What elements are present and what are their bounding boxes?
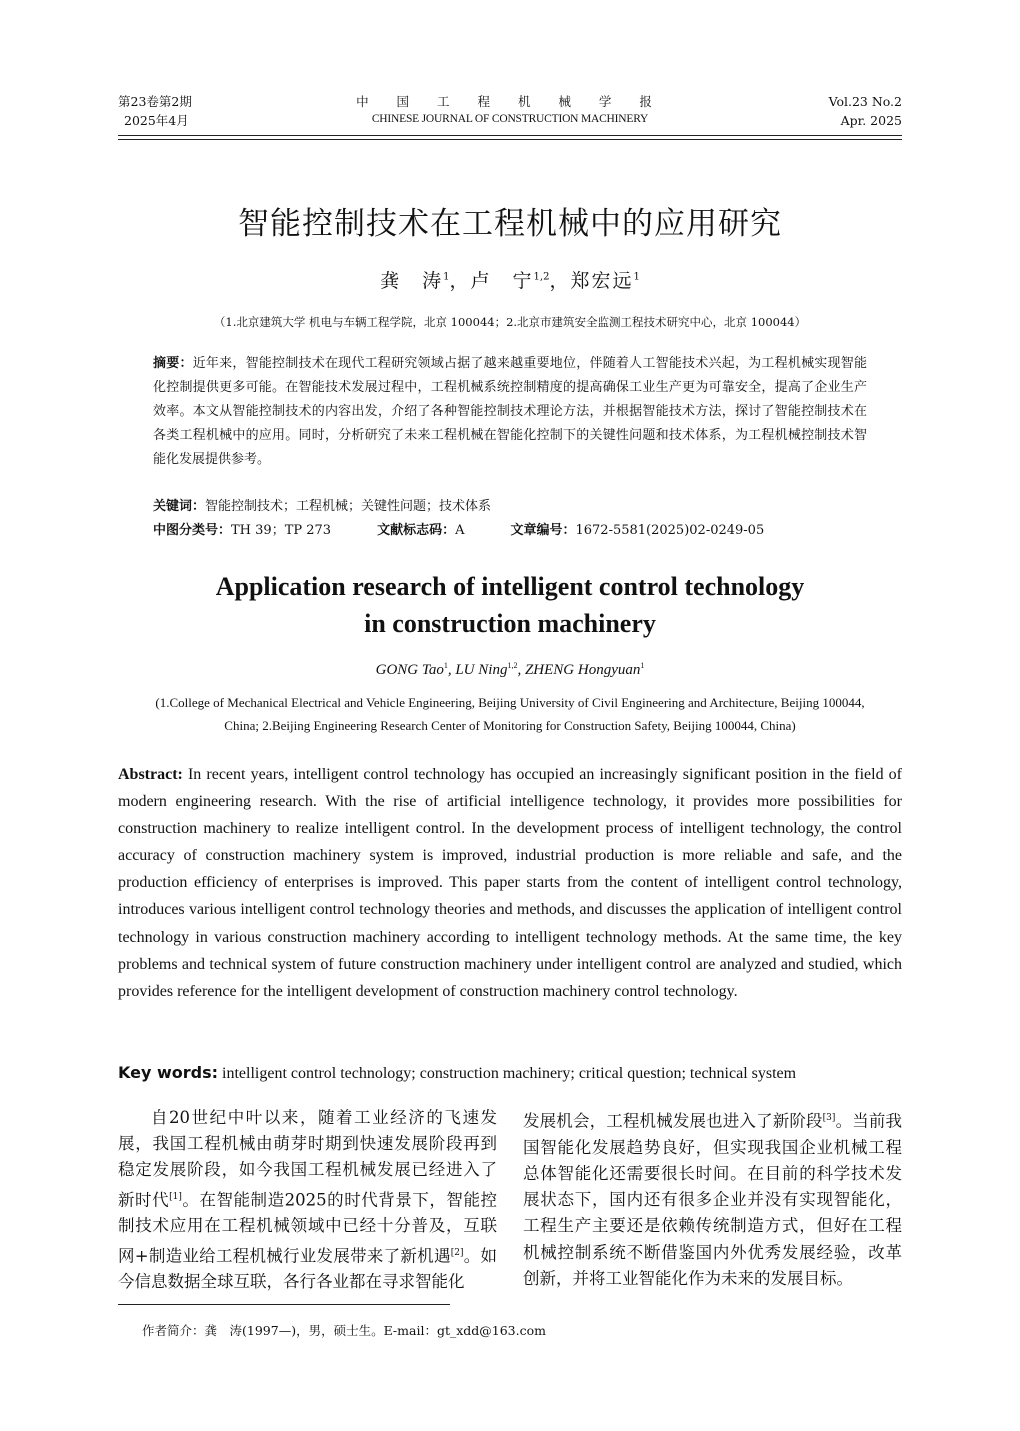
author-separator: , — [447, 662, 456, 678]
keywords-cn-text: 智能控制技术；工程机械；关键性问题；技术体系 — [205, 499, 492, 514]
abstract-en-text: In recent years, intelligent control technology has occupied an increasingly significant position in the field of modern engineering research. With the rise of artificial intelligence technology, it provides more possibilities for construction machinery to realize intelligent control. In the development process of intelligent technology, the control accuracy of construction machinery system is improved, industrial production is more reliable and safe, and the production efficiency of enterprises is improved. This paper starts from the content of intelligent control technology, introduces various intelligent control technology theories and methods, and discusses the application of intelligent control technology in various construction machinery according to intelligent technology methods. At the same time, the key problems and technical system of future construction machinery under intelligent control are analyzed and studied, which provides reference for the intelligent development of construction machinery control technology. — [118, 766, 902, 1000]
author-1-cn: 龚 涛 — [380, 270, 444, 292]
citation-ref-3[interactable]: [3] — [822, 1113, 836, 1123]
body-text: 自20世纪中叶以来，随着工业经济的飞速发展，我国工程机械由萌芽时期到快速发展阶段再到稳定发展阶段，如今我国工程机械发展已经进入了新时代 — [118, 1108, 497, 1210]
journal-name-en: CHINESE JOURNAL OF CONSTRUCTION MACHINERY — [371, 113, 649, 125]
author-separator: , — [517, 662, 525, 678]
journal-name-cn: 中 国 工 程 机 械 学 报 — [356, 94, 664, 109]
footnote-rule — [118, 1304, 450, 1305]
body-text: 发展机会，工程机械发展也进入了新阶段 — [523, 1111, 823, 1131]
volume-cn: 第23卷第2期 — [118, 94, 192, 109]
citation-ref-1[interactable]: [1] — [169, 1191, 182, 1202]
author-3-cn-affil: 1 — [633, 271, 640, 283]
body-text: 。在智能制造2025的时代背景下，智能控制技术应用在工程机械领域中已经十分普及，互联网+制造业给工程机械行业发展带来了新机遇 — [118, 1190, 498, 1266]
author-2-en-affil: 1,2 — [507, 661, 518, 670]
keywords-en — [118, 1059, 902, 1087]
volume-en: Vol.23 No.2 — [828, 94, 902, 109]
citation-ref-2[interactable]: [2] — [450, 1247, 464, 1258]
body-text: 。当前我国智能化发展趋势良好，但实现我国企业机械工程总体智能化还需要很长时间。在目前的科学技术发展状态下，国内还有很多企业并没有实现智能化，工程生产主要还是依赖传统制造方式，但好在工程机械控制系统不断借鉴国内外优秀发展经验，改革创新，并将工业智能化作为未来的发展目标。 — [523, 1111, 903, 1288]
date-cn: 2025年4月 — [124, 113, 189, 128]
clc-value: TH 39；TP 273 — [231, 523, 332, 538]
keywords-cn-label: 关键词： — [153, 499, 206, 514]
body-text: 。如今信息数据全球互联，各行各业都在寻求智能化 — [118, 1246, 498, 1292]
affiliation-cn: （1.北京建筑大学 机电与车辆工程学院，北京 100044；2.北京市建筑安全监测工程技术研究中心，北京 100044） — [213, 315, 807, 329]
doc-code-value: A — [455, 523, 465, 538]
keywords-en-text: intelligent control technology; construction machinery; critical question; technical system — [218, 1065, 797, 1082]
abstract-cn-text: 近年来，智能控制技术在现代工程研究领域占据了越来越重要地位，伴随着人工智能技术兴起，为工程机械实现智能化控制提供更多可能。在智能技术发展过程中，工程机械系统控制精度的提高确保工业生产更为可靠安全，提高了企业生产效率。本文从智能控制技术的内容出发，介绍了各种智能控制技术理论方法，并根据智能技术方法，探讨了智能控制技术在各类工程机械中的应用。同时，分析研究了未来工程机械在智能化控制下的关键性问题和技术体系，为工程机械控制技术智能化发展提供参考。 — [153, 356, 867, 467]
author-1-en: GONG Tao — [375, 662, 444, 678]
author-3-cn: 郑宏远 — [570, 270, 634, 292]
header-rule-top — [118, 135, 902, 136]
keywords-en-label: Key words: — [118, 1063, 219, 1082]
author-2-en: LU Ning — [455, 662, 508, 678]
author-3-en: ZHENG Hongyuan — [524, 662, 641, 678]
article-number-label: 文章编号： — [510, 523, 576, 538]
classification-row — [153, 520, 764, 542]
author-1-en-affil: 1 — [443, 661, 448, 670]
authors-cn — [0, 266, 1020, 293]
header-rule-bottom — [118, 139, 902, 140]
paper-title-en-line-2: in construction machinery — [364, 609, 656, 638]
paper-title-en — [0, 568, 1020, 642]
doc-code-label: 文献标志码： — [377, 523, 456, 538]
paper-title-en-line-1: Application research of intelligent control technology — [215, 572, 805, 601]
abstract-en-label: Abstract: — [118, 766, 183, 783]
abstract-cn-label: 摘要： — [153, 356, 193, 371]
abstract-en — [118, 761, 902, 1005]
author-2-cn-affil: 1,2 — [533, 271, 550, 283]
article-number-value: 1672-5581(2025)02-0249-05 — [575, 523, 765, 538]
author-separator: ， — [449, 270, 471, 292]
clc-label: 中图分类号： — [153, 523, 232, 538]
affiliation-en: (1.College of Mechanical Electrical and Vehicle Engineering, Beijing University of Civil Engineering and Architecture, Beijing 100044, China; 2.Beijing Engineering Research Center of Monitoring for Construction Safety, Beijing 100044, China) — [155, 695, 865, 733]
author-3-en-affil: 1 — [640, 661, 645, 670]
author-1-cn-affil: 1 — [443, 271, 450, 283]
paper-title-cn: 智能控制技术在工程机械中的应用研究 — [238, 206, 782, 242]
date-en: Apr. 2025 — [840, 113, 902, 128]
keywords-cn — [153, 496, 867, 518]
author-2-cn: 卢 宁 — [470, 270, 534, 292]
body-column-left — [118, 1105, 497, 1295]
authors-en — [0, 661, 1020, 679]
body-column-right — [523, 1105, 902, 1292]
author-footnote: 作者简介：龚 涛(1997—)，男，硕士生。E-mail：gt_xdd@163.com — [142, 1323, 546, 1338]
author-separator: ， — [549, 270, 571, 292]
header-right — [829, 92, 902, 130]
abstract-cn — [153, 352, 867, 472]
